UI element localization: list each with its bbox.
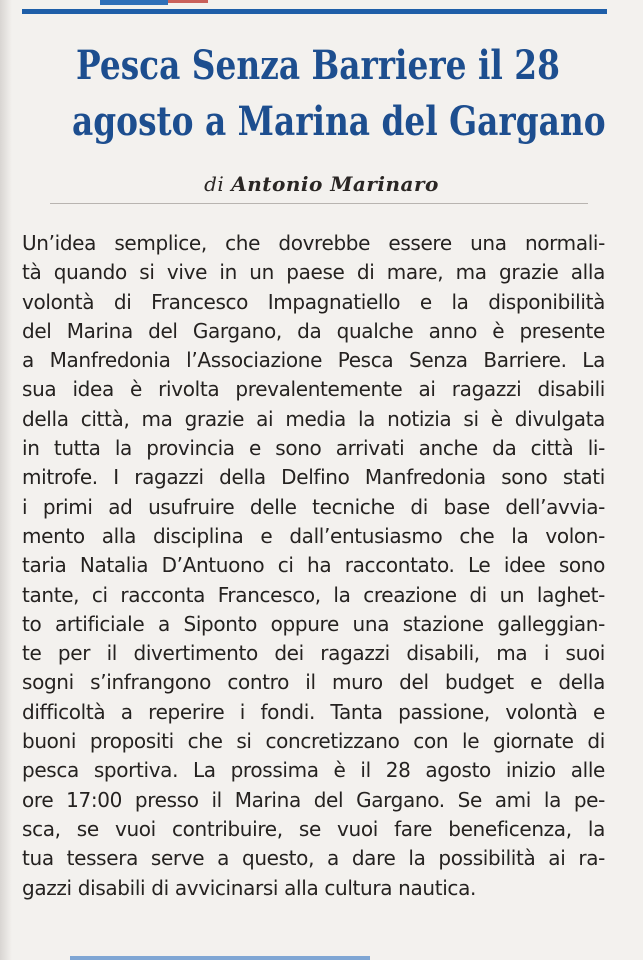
article-line: a Manfredonia l’Associazione Pesca Senza Barriere. La <box>22 348 605 373</box>
article-line: Un’idea semplice, che dovrebbe essere una normali- <box>22 231 605 255</box>
article-line: volontà di Francesco Impagnatiello e la disponibilità <box>22 289 605 314</box>
bottom-color-strip <box>70 956 370 960</box>
article-line: difficoltà a reperire i fondi. Tanta passione, volontà e <box>22 699 605 724</box>
article-line: to artificiale a Siponto oppure una stazione galleggian- <box>22 611 605 636</box>
article-line: gazzi disabili di avvicinarsi alla cultura nautica. <box>22 875 476 900</box>
article-line: tà quando si vive in un paese di mare, ma grazie alla <box>22 260 605 285</box>
byline <box>0 172 643 196</box>
article-line: mitrofe. I ragazzi della Delfino Manfredonia sono stati <box>22 465 605 490</box>
article-line: sca, se vuoi contribuire, se vuoi fare beneficenza, la <box>22 816 605 841</box>
article-line: della città, ma grazie ai media la notizia si è divulgata <box>22 406 605 431</box>
article-line: taria Natalia D’Antuono ci ha raccontato. Le idee sono <box>22 553 605 578</box>
article-body <box>22 229 605 903</box>
article-line: del Marina del Gargano, da qualche anno è presente <box>22 318 605 343</box>
page-edge-shadow <box>0 0 12 960</box>
article-line: tua tessera serve a questo, a dare la possibilità ai ra- <box>22 846 605 871</box>
top-color-tab <box>100 0 168 5</box>
top-color-tab-red <box>168 0 208 3</box>
article-line: ore 17:00 presso il Marina del Gargano. Se ami la pe- <box>22 787 605 812</box>
title-line-2: agosto a Marina del Gargano <box>72 98 606 145</box>
title-line-1: Pesca Senza Barriere il 28 <box>76 42 560 89</box>
article-line: sogni s’infrangono contro il muro del budget e della <box>22 670 605 695</box>
byline-author: Antonio Marinaro <box>231 172 439 196</box>
article-line: buoni propositi che si concretizzano con le giornate di <box>22 729 605 754</box>
article-title <box>72 38 606 150</box>
article-line: te per il divertimento dei ragazzi disabili, ma i suoi <box>22 641 605 666</box>
article-line: i primi ad usufruire delle tecniche di base dell’avvia- <box>22 494 605 519</box>
header-rule <box>22 9 607 14</box>
article-line: in tutta la provincia e sono arrivati anche da città li- <box>22 436 605 461</box>
article-line: pesca sportiva. La prossima è il 28 agosto inizio alle <box>22 758 605 783</box>
article-line: sua idea è rivolta prevalentemente ai ragazzi disabili <box>22 377 605 402</box>
article-line: tante, ci racconta Francesco, la creazione di un laghet- <box>22 582 605 607</box>
byline-divider <box>50 203 588 204</box>
article-line: mento alla disciplina e dall’entusiasmo che la volon- <box>22 523 605 548</box>
byline-prefix: di <box>204 172 225 196</box>
